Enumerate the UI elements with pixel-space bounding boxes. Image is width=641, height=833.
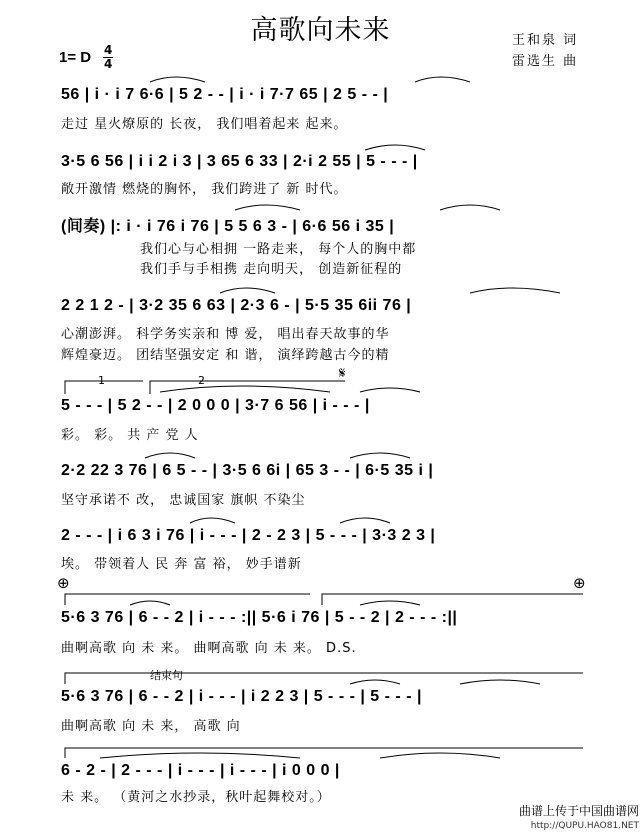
- notation-row-6: 2·2 22 3 76 | 6 5 - - | 3·5 6 6i | 65 3 - - | 6·5 35 i |: [61, 462, 434, 479]
- lyrics-row-4-verse-2: 辉煌豪迈。 团结坚强安定 和 谐， 演绎跨越古今的精: [61, 348, 390, 363]
- notation-row-10: 6 - 2 - | 2 - - - | i - - - | i - - - | i 0 0 0 |: [61, 762, 340, 779]
- slur: [145, 453, 195, 458]
- slur: [220, 288, 275, 293]
- lyrics-row-7: 埃。 带领着人 民 奔 富 裕， 妙手谱新: [61, 557, 302, 572]
- slur: [130, 601, 170, 605]
- song-title: 高歌向未来: [250, 15, 391, 46]
- coda-label: 结束句: [150, 669, 183, 682]
- volta-1-label: 1: [98, 374, 105, 387]
- lyrics-row-1: 走过 星火燎原的 长夜， 我们唱着起来 起来。: [61, 117, 348, 132]
- lyricist-credit: 王和泉 词: [512, 33, 579, 48]
- slur: [350, 680, 400, 684]
- slur: [340, 518, 390, 523]
- lyrics-row-3-verse-2: 我们手与手相携 走向明天， 创造新征程的: [140, 262, 403, 277]
- coda-bracket: [65, 673, 583, 684]
- slur: [360, 601, 420, 605]
- lyrics-row-6: 坚守承诺不 改， 忠诚国家 旗帜 不染尘: [61, 493, 306, 508]
- coda-sign-left: ⊕: [57, 574, 70, 592]
- lyrics-row-10: 未 来。 （黄河之水抄录，秋叶起舞校对。）: [61, 790, 331, 805]
- tie: [100, 753, 300, 758]
- slur: [190, 518, 235, 523]
- volta-2-bracket-row8: [322, 594, 583, 605]
- footer-site: 曲谱上传于中国曲谱网: [518, 804, 639, 818]
- slur: [440, 205, 500, 210]
- notation-row-1: 56 | i · i 7 6·6 | 5 2 - - | i · i 7·7 65 | 2 5 - - |: [61, 86, 389, 103]
- lyrics-row-3-verse-1: 我们心与心相拥 一路走来， 每个人的胸中都: [140, 242, 417, 257]
- notation-row-2: 3·5 6 56 | i i 2 i 3 | 3 65 6 33 | 2·i 2 55 | 5 - - - |: [61, 153, 418, 170]
- volta-2-bracket: [150, 381, 345, 394]
- coda-sign-right: ⊕: [573, 574, 586, 592]
- key-signature: 1= D: [59, 49, 92, 66]
- segno-sign: 𝄋: [339, 364, 346, 382]
- tie: [380, 753, 500, 758]
- slur: [360, 388, 420, 392]
- lyrics-row-9: 曲啊高歌 向 未 来， 高歌 向: [61, 719, 241, 734]
- time-signature-top: 4: [104, 43, 113, 57]
- notation-row-5: 5 - - - | 5 2 - - | 2 0 0 0 | 3·7 6 56 | i - - - |: [61, 397, 370, 414]
- slur: [350, 453, 410, 458]
- lyrics-row-5: 彩。 彩。 共 产 党 人: [61, 428, 199, 443]
- final-bracket: [65, 748, 583, 758]
- volta-2-label: 2: [198, 374, 205, 387]
- tie: [160, 386, 330, 392]
- time-signature-bottom: 4: [104, 57, 113, 71]
- composer-credit: 雷选生 曲: [512, 54, 579, 69]
- slur: [415, 77, 470, 82]
- slur: [235, 205, 300, 210]
- slur: [470, 288, 560, 293]
- volta-1-bracket: [65, 381, 143, 394]
- lyrics-row-4-verse-1: 心潮澎湃。 科学务实亲和 博 爱， 唱出春天故事的华: [61, 327, 390, 342]
- volta-1-bracket-row8: [65, 594, 310, 605]
- footer-url: http://QUPU.HAO81.NET: [530, 821, 639, 831]
- notation-row-7: 2 - - - | i 6 3 i 76 | i - - - | 2 - 2 3 | 5 - - - | 3·3 2 3 |: [61, 527, 436, 544]
- notation-row-8: 5·6 3 76 | 6 - - 2 | i - - - :|| 5·6 i 76 | 5 - - 2 | 2 - - - :||: [61, 609, 458, 626]
- lyrics-row-2: 敞开激情 燃烧的胸怀， 我们跨进了 新 时代。: [61, 182, 348, 197]
- lyrics-row-8: 曲啊高歌 向 未 来。 曲啊高歌 向 未 来。 D.S.: [61, 641, 357, 656]
- notation-row-9: 5·6 3 76 | 6 - - 2 | i - - - | i 2 2 3 | 5 - - - | 5 - - - |: [61, 688, 422, 705]
- slur: [365, 145, 425, 150]
- notation-row-4: 2 2 1 2 - | 3·2 35 6 63 | 2·3 6 - | 5·5 35 6ii 76 |: [61, 297, 412, 314]
- notation-row-3: (间奏) |: i · i 76 i 76 | 5 5 6 3 - | 6·6 56 i 35 |: [61, 218, 395, 235]
- slur: [150, 77, 205, 82]
- tie: [460, 680, 540, 684]
